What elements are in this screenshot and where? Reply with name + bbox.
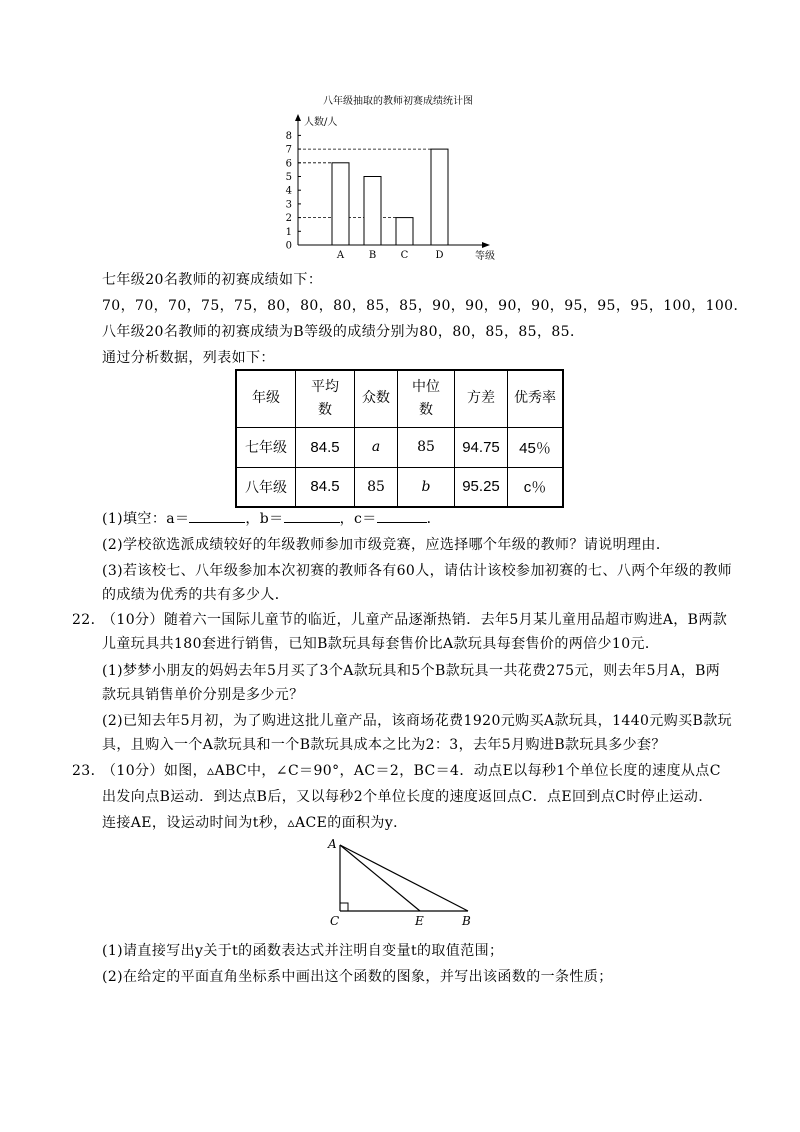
q21-part1-prefix: (1)填空：: [102, 511, 167, 527]
header-median-l2: 数: [419, 401, 433, 418]
cell-mode: 85: [355, 467, 398, 507]
q21-part1-end: ．: [426, 511, 442, 527]
q21-part2: (2)学校欲选派成绩较好的年级教师参加市级竞赛，应选择哪个年级的教师？请说明理由．: [102, 537, 671, 553]
grade7-scores: 70，70，70，75，75，80，80，80，85，85，90，90，90，90，95，95，95，100，100．: [102, 298, 748, 314]
q22-part1-line2: 款玩具销售单价分别是多少元？: [102, 687, 304, 703]
segment-ae: [340, 845, 420, 911]
grade7-intro: 七年级20名教师的初赛成绩如下：: [102, 272, 323, 288]
y-axis-arrow: [295, 114, 301, 121]
right-angle-mark: [340, 903, 348, 911]
bar-d: [431, 149, 448, 245]
cell-median: [398, 467, 455, 507]
answer-blank-c[interactable]: [377, 510, 427, 523]
q21-blank-b-label: b＝: [259, 511, 284, 527]
y-tick-label: 3: [285, 199, 292, 211]
cell-variance: 95.25: [455, 467, 508, 507]
cell-median-var: b: [421, 478, 431, 495]
q22-line2: 儿童玩具共180套进行销售，已知B款玩具每套售价比A款玩具每套售价的两倍少10元．: [102, 636, 660, 652]
y-tick-label: 2: [285, 213, 292, 225]
header-mode: 众数: [355, 370, 398, 427]
bars: [332, 149, 448, 245]
q23-part1: (1)请直接写出y关于t的函数表达式并注明自变量t的取值范围；: [102, 943, 504, 959]
y-axis-label: 人数/人: [304, 117, 338, 128]
cell-mode-var: a: [371, 439, 381, 455]
y-tick-label: 6: [285, 158, 292, 170]
header-mean-l1: 平均: [311, 378, 339, 395]
header-grade: 年级: [236, 370, 296, 427]
y-tick-label: 8: [285, 130, 292, 142]
segment-ab: [340, 845, 468, 911]
header-median-l1: 中位: [412, 378, 440, 395]
header-mean-l2: 数: [318, 401, 332, 418]
y-tick-label: 0: [285, 240, 292, 252]
cell-grade: 八年级: [236, 467, 296, 507]
header-excellent-rate: 优秀率: [508, 370, 564, 427]
q23-line2: 出发向点B运动．到达点B后，又以每秒2个单位长度的速度返回点C．点E回到点C时停止运动．: [102, 789, 713, 805]
triangle-figure: [320, 835, 480, 930]
x-tick-label: C: [400, 250, 409, 261]
stats-table: [235, 369, 564, 508]
label-e: E: [415, 914, 424, 928]
cell-mean: 84.5: [296, 427, 355, 467]
q23-number: 23．: [72, 763, 106, 779]
q21-blank-c-label: c＝: [353, 511, 377, 527]
table-row: [236, 467, 563, 507]
header-mean: [296, 370, 355, 427]
q21-blank-a-label: a＝: [166, 511, 190, 527]
cell-mode: [355, 427, 398, 467]
answer-blank-b[interactable]: [284, 510, 340, 523]
x-tick-label: D: [435, 250, 444, 261]
q23-line1: （10分）如图，▵ABC中，∠C＝90°，AC＝2，BC＝4．动点E以每秒1个单位长度的速度从点C: [102, 763, 721, 779]
q21-part3-line1: (3)若该校七、八年级参加本次初赛的教师各有60人，请估计该校参加初赛的七、八两个年级的教师: [102, 563, 733, 579]
x-tick-label: A: [336, 250, 345, 261]
q22-part2-line2: 具，且购入一个A款玩具和一个B款玩具成本之比为2：3，去年5月购进B款玩具多少套？: [102, 737, 666, 753]
q22-part1-line1: (1)梦梦小朋友的妈妈去年5月买了3个A款玩具和5个B款玩具一共花费275元，则去年5月A，B两: [102, 663, 721, 679]
header-median: [398, 370, 455, 427]
answer-blank-a[interactable]: [189, 510, 245, 523]
grade8-b-scores: 八年级20名教师的初赛成绩为B等级的成绩分别为80，80，85，85，85．: [102, 324, 585, 340]
label-a: A: [328, 837, 337, 851]
q21-part3-line2: 的成绩为优秀的共有多少人．: [102, 587, 290, 603]
header-variance: 方差: [455, 370, 508, 427]
cell-variance: 94.75: [455, 427, 508, 467]
cell-median: 85: [398, 427, 455, 467]
chart-title: 八年级抽取的教师初赛成绩统计图: [323, 96, 473, 107]
y-tick-label: 5: [285, 172, 292, 183]
y-tick-label: 4: [285, 185, 292, 197]
cell-excellent-rate: c％: [508, 467, 564, 507]
q22-number: 22．: [72, 612, 106, 628]
q23-part2: (2)在给定的平面直角坐标系中画出这个函数的图象，并写出该函数的一条性质；: [102, 969, 613, 985]
table-header-row: [236, 370, 563, 427]
y-tick-label: 1: [285, 226, 292, 238]
table-intro: 通过分析数据，列表如下：: [102, 350, 275, 366]
bar-chart: [270, 90, 510, 265]
bar-a: [332, 163, 349, 245]
cell-excellent-rate: 45％: [508, 427, 564, 467]
y-tick-label: 7: [285, 144, 292, 156]
cell-grade: 七年级: [236, 427, 296, 467]
label-b: B: [462, 914, 471, 928]
x-axis-label: 等级: [475, 251, 495, 262]
cell-mean: 84.5: [296, 467, 355, 507]
x-axis-arrow: [482, 242, 490, 248]
bar-c: [396, 218, 413, 245]
q22-part2-line1: (2)已知去年5月初，为了购进这批儿童产品，该商场花费1920元购买A款玩具，1440元购买B款玩: [102, 713, 732, 729]
bar-b: [364, 177, 381, 246]
table-row: [236, 427, 563, 467]
q23-line3: 连接AE，设运动时间为t秒，▵ACE的面积为y．: [102, 815, 408, 831]
x-tick-labels: [336, 250, 444, 261]
label-c: C: [330, 914, 340, 928]
q22-line1: （10分）随着六一国际儿童节的临近，儿童产品逐渐热销．去年5月某儿童用品超市购进A，B两款: [102, 612, 728, 628]
x-tick-label: B: [368, 250, 377, 261]
q21-part1: (1)填空：a＝ ，b＝ ，c＝ ．: [102, 511, 442, 527]
